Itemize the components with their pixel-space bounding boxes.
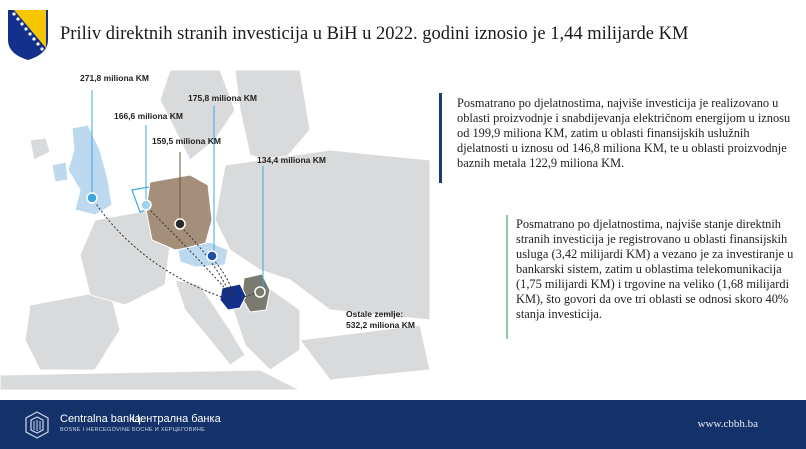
germany-shape <box>146 175 212 250</box>
paragraph-activities-stock: Posmatrano po djelatnostima, najviše stanje direktnih stranih investicija je registrovano u oblasti finansijskih usluga (3,42 milijardi KM) a vezano je za investiranje u bankarski sistem, zatim u oblastima telekomunikacija (1,75 milijardi KM) i trgovine na veliko (1,68 milijardi KM), što govori da ove tri oblasti se odnosi skoro 40% stanja investicija. <box>516 217 794 321</box>
paragraph1-accent-bar <box>439 93 442 183</box>
cbbh-logo-icon <box>24 410 50 440</box>
label-uk: 271,8 miliona KM <box>80 73 149 83</box>
bank-name-latin: Centralna banka <box>60 413 141 425</box>
serbia-marker <box>255 287 265 297</box>
other-countries-value: 532,2 miliona KM <box>346 320 415 330</box>
bank-name-cyrillic-sub: БОСНЕ И ХЕРЦЕГОВИНЕ <box>132 427 206 433</box>
bank-name-latin-sub: BOSNE I HERCEGOVINE <box>60 427 131 433</box>
page-title: Priliv direktnih stranih investicija u BiH u 2022. godini iznosio je 1,44 milijarde KM <box>60 24 689 44</box>
label-netherlands: 166,6 miliona KM <box>114 111 183 121</box>
bank-name-cyrillic: Централна банка <box>132 413 221 425</box>
paragraph2-accent-bar <box>506 215 508 339</box>
label-germany: 159,5 miliona KM <box>152 136 221 146</box>
other-countries <box>346 309 415 331</box>
germany-marker <box>175 219 185 229</box>
website-link[interactable]: www.cbbh.ba <box>697 418 758 430</box>
uk-shape <box>52 125 112 215</box>
other-countries-title: Ostale zemlje: <box>346 309 404 319</box>
netherlands-marker <box>141 200 151 210</box>
footer <box>0 400 806 449</box>
bih-flag-icon <box>6 8 50 62</box>
austria-marker <box>207 251 217 261</box>
label-serbia: 134,4 miliona KM <box>257 155 326 165</box>
label-austria: 175,8 miliona KM <box>188 93 257 103</box>
europe-map <box>0 70 430 390</box>
uk-marker <box>87 193 97 203</box>
paragraph-activities-inflow: Posmatrano po djelatnostima, najviše investicija je realizovano u oblasti proizvodnje i snabdijevanja električnom energijom u iznosu od 199,9 miliona KM, zatim u oblasti finansijskih uslužnih djelatnosti u iznosu od 146,8 miliona KM, te u oblasti proizvodnje baznih metala 122,9 miliona KM. <box>457 96 791 170</box>
